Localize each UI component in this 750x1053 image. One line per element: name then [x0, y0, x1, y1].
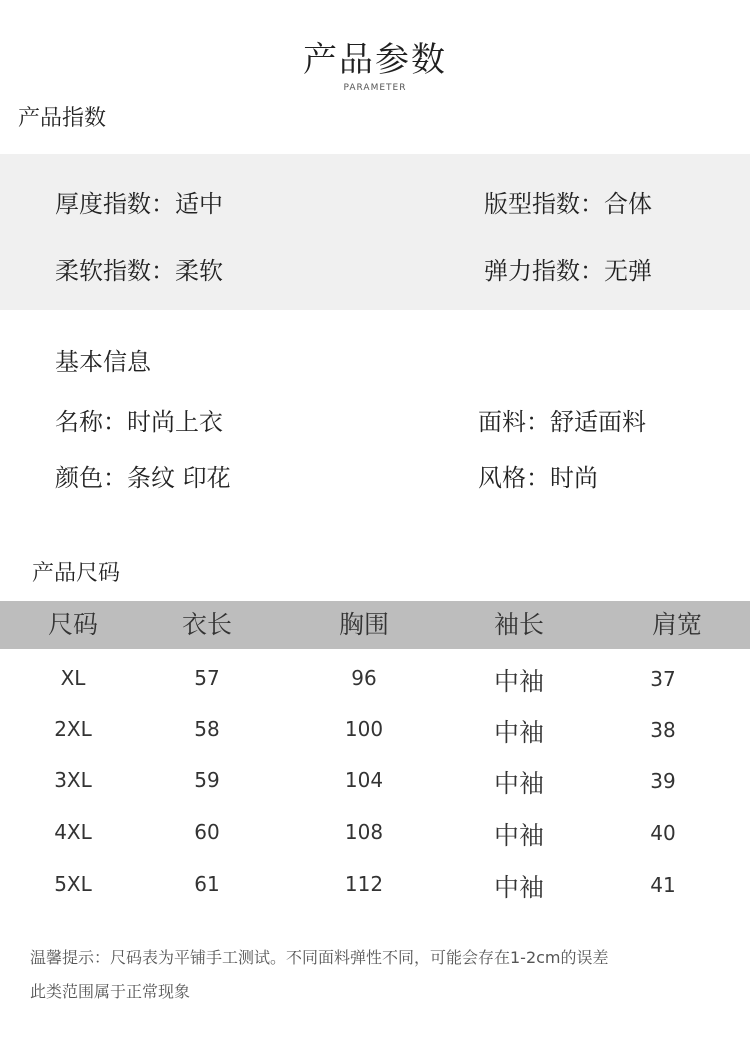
color: 颜色：条纹 印花 [55, 464, 231, 492]
cell-sleeve: 中袖 [493, 873, 544, 902]
index-section-label: 产品指数 [18, 106, 107, 131]
fabric: 面料：舒适面料 [478, 408, 646, 436]
column-header-length: 衣长 [181, 610, 232, 639]
basic-section-label: 基本信息 [55, 348, 151, 376]
page-subtitle: PARAMETER [343, 83, 407, 93]
cell-shoulder: 38 [650, 718, 676, 742]
size-note-line-1: 温馨提示：尺码表为平铺手工测试。不同面料弹性不同，可能会存在1-2cm的误差 [30, 948, 609, 967]
cell-shoulder: 37 [650, 667, 676, 691]
size-table-header [0, 601, 750, 649]
fit-index: 版型指数：合体 [484, 190, 652, 218]
cell-length: 57 [194, 666, 220, 690]
column-header-shoulder: 肩宽 [651, 610, 702, 639]
cell-size: 4XL [54, 820, 92, 844]
column-header-chest: 胸围 [338, 610, 389, 639]
cell-chest: 112 [344, 872, 384, 896]
index-panel [0, 154, 750, 310]
cell-size: 5XL [54, 872, 92, 896]
cell-shoulder: 41 [650, 873, 676, 897]
page-title: 产品参数 [303, 40, 447, 80]
cell-sleeve: 中袖 [493, 769, 544, 798]
product-name: 名称：时尚上衣 [55, 408, 223, 436]
thickness-index: 厚度指数：适中 [55, 190, 223, 218]
cell-chest: 100 [344, 717, 384, 741]
size-section-label: 产品尺码 [32, 561, 121, 586]
style: 风格：时尚 [478, 464, 598, 492]
cell-length: 61 [194, 872, 220, 896]
cell-length: 58 [194, 717, 220, 741]
cell-length: 59 [194, 768, 220, 792]
cell-chest: 96 [351, 666, 377, 690]
cell-size: 3XL [54, 768, 92, 792]
cell-shoulder: 39 [650, 769, 676, 793]
size-note-line-2: 此类范围属于正常现象 [30, 982, 191, 1001]
column-header-sleeve: 袖长 [493, 610, 544, 639]
column-header-size: 尺码 [47, 610, 98, 639]
cell-chest: 108 [344, 820, 384, 844]
cell-chest: 104 [344, 768, 384, 792]
cell-shoulder: 40 [650, 821, 676, 845]
cell-size: 2XL [54, 717, 92, 741]
softness-index: 柔软指数：柔软 [55, 257, 223, 285]
cell-sleeve: 中袖 [493, 821, 544, 850]
cell-sleeve: 中袖 [493, 718, 544, 747]
elasticity-index: 弹力指数：无弹 [484, 257, 652, 285]
cell-sleeve: 中袖 [493, 667, 544, 696]
cell-size: XL [60, 666, 86, 690]
cell-length: 60 [194, 820, 220, 844]
